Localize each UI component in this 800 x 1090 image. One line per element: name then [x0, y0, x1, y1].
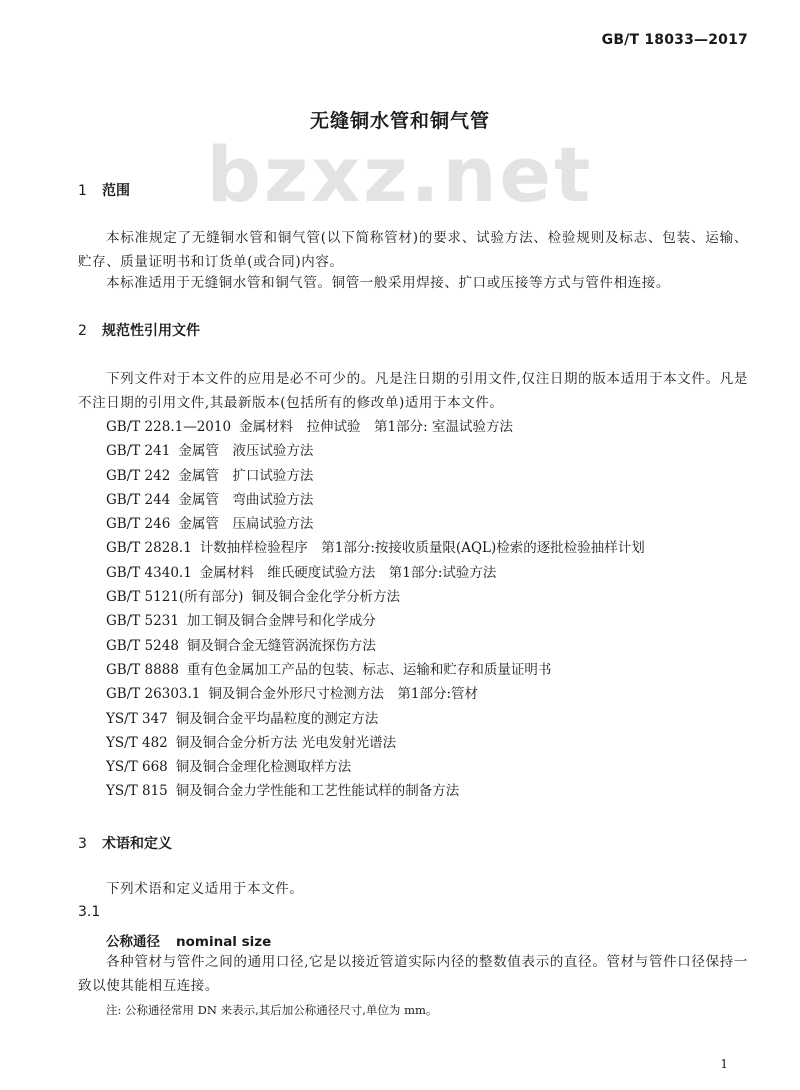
watermark: bzxz.net — [206, 130, 594, 219]
reference-item — [106, 488, 645, 512]
reference-code: GB/T 228.1—2010 — [106, 419, 232, 435]
reference-code: GB/T 5231 — [106, 613, 179, 630]
reference-title: 金属管 液压试验方法 — [178, 443, 314, 460]
reference-title: 铜及铜合金理化检测取样方法 — [175, 759, 352, 776]
reference-item — [106, 658, 645, 682]
reference-code: GB/T 26303.1 — [106, 686, 201, 703]
section-3-intro: 下列术语和定义适用于本文件。 — [106, 881, 304, 897]
term-note: 注: 公称通径常用 DN 来表示,其后加公称通径尺寸,单位为 mm。 — [106, 1003, 438, 1017]
reference-code: GB/T 246 — [106, 516, 171, 533]
section-3-title: 术语和定义 — [102, 836, 172, 852]
section-3-heading — [78, 833, 172, 853]
reference-title: 铜及铜合金外形尺寸检测方法 第1部分:管材 — [208, 686, 479, 703]
reference-item — [106, 536, 645, 560]
reference-code: GB/T 5248 — [106, 637, 179, 654]
reference-code: GB/T 4340.1 — [106, 564, 192, 581]
reference-title: 计数抽样检验程序 第1部分:按接收质量限(AQL)检索的逐批检验抽样计划 — [199, 540, 645, 557]
clause-number: 3.1 — [78, 904, 101, 920]
reference-item — [106, 682, 645, 706]
reference-item — [106, 731, 645, 755]
reference-item — [106, 439, 645, 463]
section-1-paragraph-2: 本标准适用于无缝铜水管和铜气管。铜管一般采用焊接、扩口或压接等方式与管件相连接。 — [106, 275, 670, 291]
term-definition: 各种管材与管件之间的通用口径,它是以接近管道实际内径的整数值表示的直径。管材与管件口径保持一致以使其能相互连接。 — [78, 954, 748, 994]
term-english: nominal size — [176, 934, 272, 950]
standard-code: GB/T 18033—2017 — [601, 32, 748, 48]
reference-title: 金属材料 拉伸试验 第1部分: 室温试验方法 — [239, 419, 513, 435]
reference-code: YS/T 347 — [106, 710, 168, 727]
reference-title: 金属材料 维氏硬度试验方法 第1部分:试验方法 — [199, 564, 497, 581]
reference-item — [106, 415, 645, 439]
term-entry — [106, 930, 271, 950]
reference-item — [106, 464, 645, 488]
reference-code: GB/T 5121(所有部分) — [106, 589, 244, 606]
reference-title: 重有色金属加工产品的包装、标志、运输和贮存和质量证明书 — [186, 661, 552, 678]
reference-item — [106, 779, 645, 803]
reference-code: GB/T 2828.1 — [106, 540, 192, 557]
reference-item — [106, 609, 645, 633]
reference-code: YS/T 482 — [106, 734, 168, 751]
section-2-heading — [78, 320, 200, 340]
reference-code: GB/T 244 — [106, 491, 171, 508]
section-1-paragraph-1: 本标准规定了无缝铜水管和铜气管(以下简称管材)的要求、试验方法、检验规则及标志、包装、运输、贮存、质量证明书和订货单(或合同)内容。 — [78, 230, 748, 270]
section-1-title: 范围 — [102, 183, 130, 199]
reference-title: 加工铜及铜合金牌号和化学成分 — [186, 613, 376, 630]
reference-title: 金属管 弯曲试验方法 — [178, 491, 314, 508]
reference-item — [106, 755, 645, 779]
reference-code: YS/T 815 — [106, 783, 168, 800]
section-1-heading — [78, 180, 130, 200]
section-2-number: 2 — [78, 323, 87, 339]
reference-item — [106, 561, 645, 585]
normative-references-list — [106, 415, 645, 804]
section-2-title: 规范性引用文件 — [102, 323, 200, 339]
section-3-number: 3 — [78, 836, 87, 852]
section-1-number: 1 — [78, 183, 87, 199]
reference-item — [106, 707, 645, 731]
reference-item — [106, 634, 645, 658]
reference-code: YS/T 668 — [106, 759, 168, 776]
reference-title: 铜及铜合金力学性能和工艺性能试样的制备方法 — [175, 783, 460, 800]
document-title: 无缝铜水管和铜气管 — [309, 110, 490, 132]
reference-item — [106, 512, 645, 536]
reference-code: GB/T 241 — [106, 443, 171, 460]
reference-code: GB/T 242 — [106, 467, 171, 484]
reference-title: 铜及铜合金化学分析方法 — [251, 589, 400, 606]
term-chinese: 公称通径 — [106, 934, 160, 950]
reference-title: 铜及铜合金无缝管涡流探伤方法 — [186, 637, 376, 654]
reference-title: 金属管 扩口试验方法 — [178, 467, 314, 484]
reference-item — [106, 585, 645, 609]
section-2-intro: 下列文件对于本文件的应用是必不可少的。凡是注日期的引用文件,仅注日期的版本适用于本文件。凡是不注日期的引用文件,其最新版本(包括所有的修改单)适用于本文件。 — [78, 371, 748, 411]
reference-code: GB/T 8888 — [106, 661, 179, 678]
reference-title: 铜及铜合金平均晶粒度的测定方法 — [175, 710, 379, 727]
page-number: 1 — [720, 1057, 728, 1071]
reference-title: 金属管 压扁试验方法 — [178, 516, 314, 533]
reference-title: 铜及铜合金分析方法 光电发射光谱法 — [175, 734, 397, 751]
